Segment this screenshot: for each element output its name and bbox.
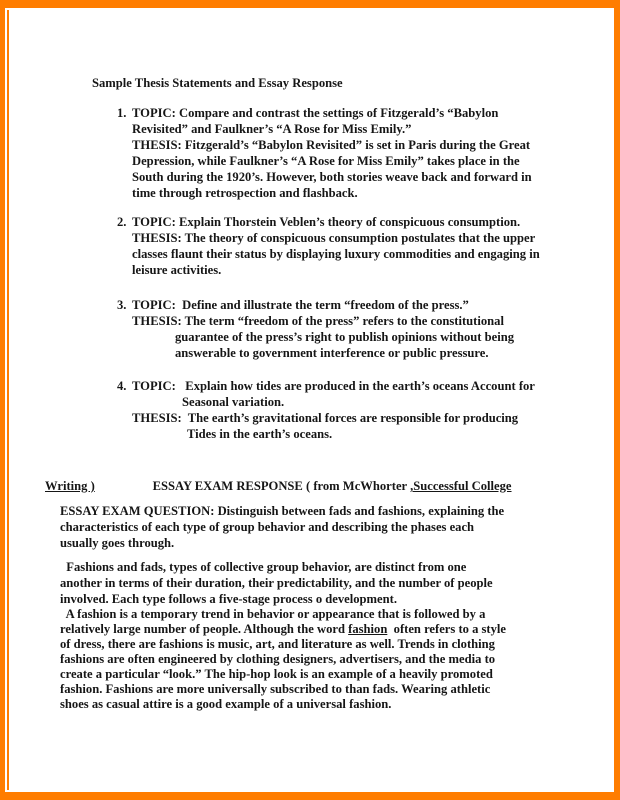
doc-line: Seasonal variation. (182, 395, 285, 409)
thesis-item-4 (117, 378, 535, 442)
response-heading-text: ESSAY EXAM RESPONSE ( from McWhorter (152, 479, 411, 493)
frame-top-border (0, 0, 620, 8)
doc-line: shoes as casual attire is a good example of a universal fashion. (60, 697, 392, 711)
item-number: 2. (117, 215, 127, 229)
doc-line: fashion. Fashions are more universally subscribed to than fads. Wearing athletic (60, 682, 491, 696)
document-title: Sample Thesis Statements and Essay Response (92, 76, 343, 90)
doc-line: THESIS: The term “freedom of the press” refers to the constitutional (132, 314, 504, 328)
doc-line: THESIS: The theory of conspicuous consumption postulates that the upper (132, 231, 536, 245)
body-paragraph-1 (60, 559, 493, 607)
response-heading-book-title: ,Successful College (410, 479, 512, 493)
doc-line: answerable to government interference or public pressure. (175, 346, 489, 360)
doc-line: ESSAY EXAM QUESTION: Distinguish between fads and fashions, explaining the (60, 504, 505, 518)
thesis-item-2 (117, 214, 540, 278)
doc-line: characteristics of each type of group behavior and describing the phases each (60, 520, 475, 534)
body-paragraph-2 (60, 607, 506, 712)
doc-line: TOPIC: Compare and contrast the settings of Fitzgerald’s “Babylon (132, 106, 499, 120)
doc-line-segment: relatively large number of people. Although the word (60, 622, 349, 636)
frame-right-border (614, 0, 620, 800)
doc-line: TOPIC: Explain how tides are produced in the earth’s oceans Account for (132, 379, 535, 393)
doc-line: involved. Each type follows a five-stage process o development. (60, 592, 397, 606)
doc-line: THESIS: The earth’s gravitational forces are responsible for producing (132, 411, 519, 425)
item-number: 1. (117, 106, 127, 120)
doc-line: leisure activities. (132, 263, 222, 277)
doc-line: classes flaunt their status by displaying luxury commodities and engaging in (132, 247, 540, 261)
doc-line: TOPIC: Define and illustrate the term “freedom of the press.” (132, 298, 469, 312)
doc-line: Revisited” and Faulkner’s “A Rose for Miss Emily.” (132, 122, 412, 136)
doc-line: time through retrospection and flashback. (132, 186, 358, 200)
response-heading-wrap: Writing ) (45, 479, 95, 493)
exam-question-paragraph (60, 503, 504, 551)
doc-line: of dress, there are fashions is music, art, and literature as well. Trends in clothing (60, 637, 495, 651)
doc-line: South during the 1920’s. However, both stories weave back and forward in (132, 170, 532, 184)
frame-left-border (0, 0, 5, 800)
left-accent-line (7, 10, 9, 790)
item-number: 4. (117, 379, 127, 393)
doc-line: create a particular “look.” The hip-hop look is an example of a heavily promoted (60, 667, 493, 681)
doc-line: TOPIC: Explain Thorstein Veblen’s theory of conspicuous consumption. (132, 215, 521, 229)
doc-line (60, 622, 506, 637)
doc-line: A fashion is a temporary trend in behavior or appearance that is followed by a (60, 607, 486, 621)
doc-line: THESIS: Fitzgerald’s “Babylon Revisited” is set in Paris during the Great (132, 138, 531, 152)
doc-line: another in terms of their duration, their predictability, and the number of people (60, 576, 493, 590)
doc-line: Depression, while Faulkner’s “A Rose for Miss Emily” takes place in the (132, 154, 520, 168)
underlined-word-fashion: fashion (348, 622, 388, 636)
item-number: 3. (117, 298, 127, 312)
doc-line: usually goes through. (60, 536, 175, 550)
thesis-item-3 (117, 297, 515, 361)
doc-line: Tides in the earth’s oceans. (187, 427, 333, 441)
doc-line: guarantee of the press’s right to publish opinions without being (175, 330, 515, 344)
doc-line: Fashions and fads, types of collective group behavior, are distinct from one (60, 560, 467, 574)
doc-line: fashions are often engineered by clothing designers, advertisers, and the media to (60, 652, 496, 666)
frame-bottom-border (0, 792, 620, 800)
thesis-item-1 (117, 105, 532, 201)
doc-line-segment: often refers to a style (387, 622, 507, 636)
